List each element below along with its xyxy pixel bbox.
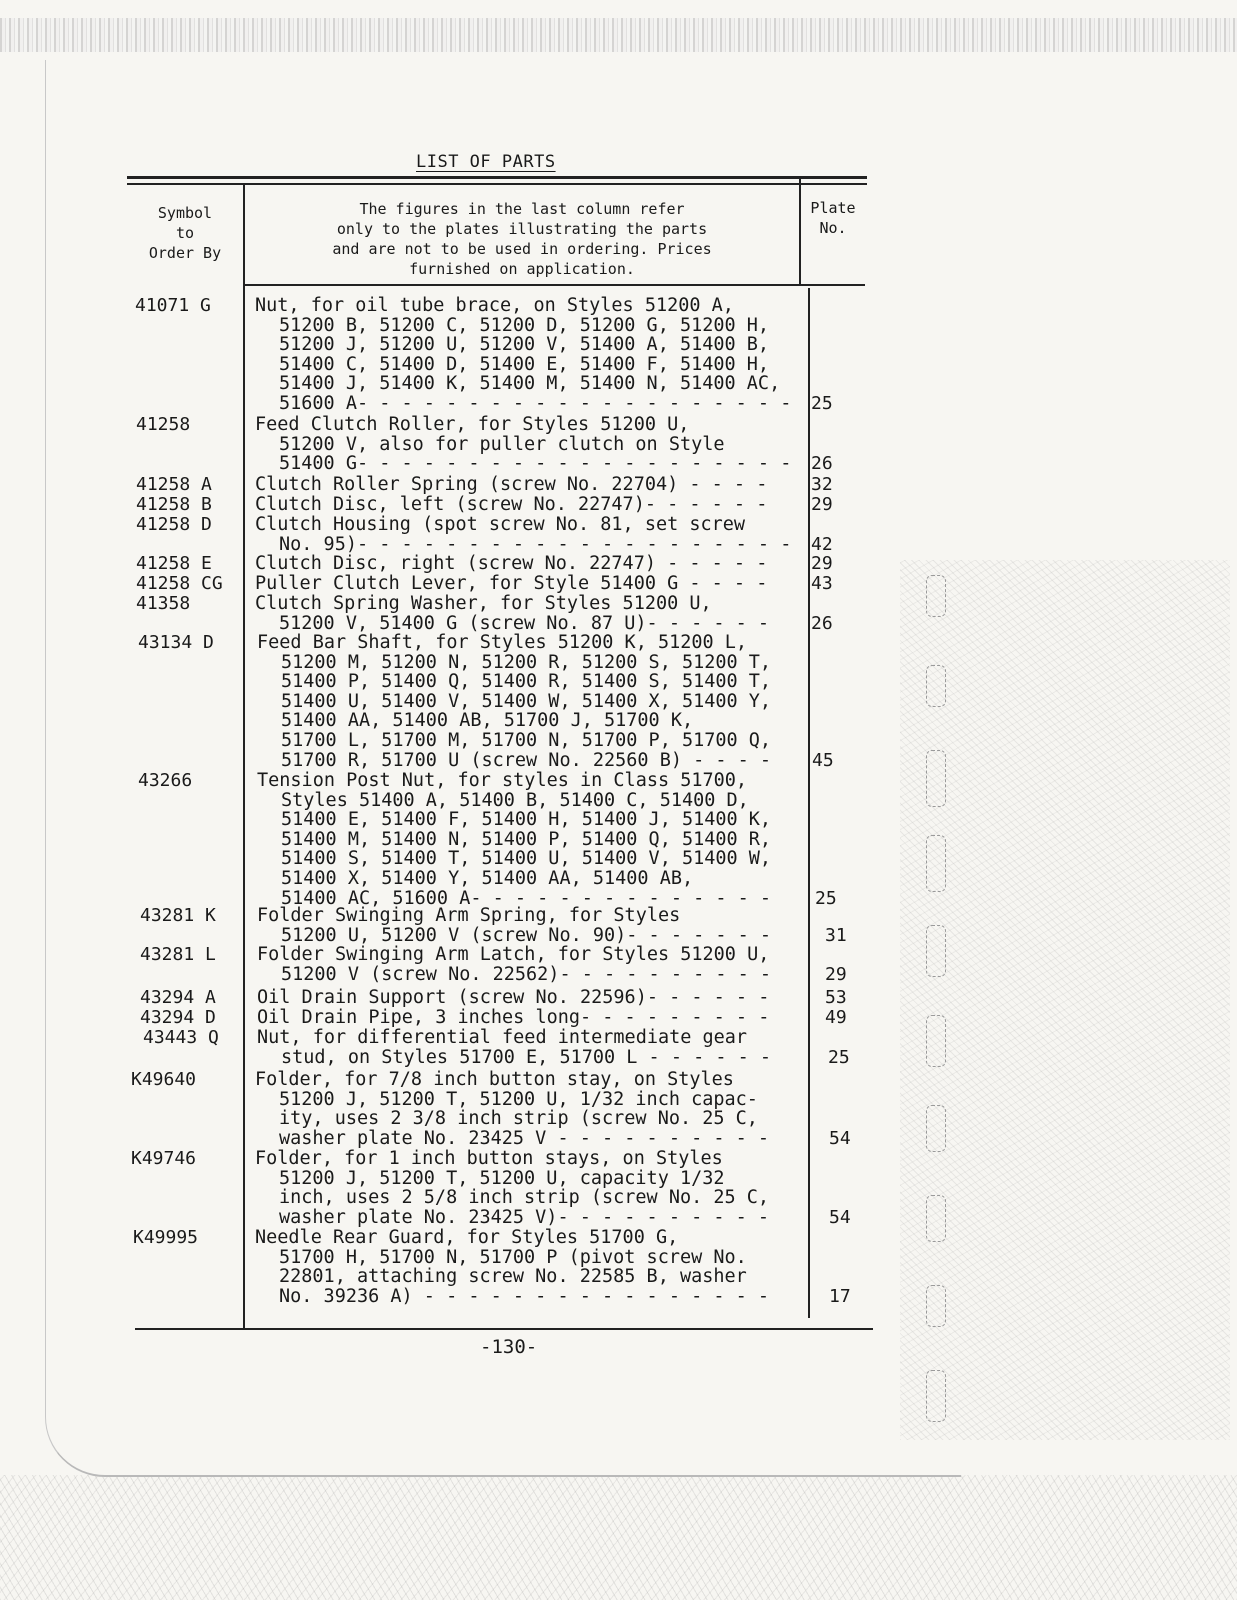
description-line: Clutch Disc, left (screw No. 22747)- - - - - - <box>255 495 768 515</box>
description-line: 51400 M, 51400 N, 51400 P, 51400 Q, 51400 R, <box>281 829 772 850</box>
description-line: Tension Post Nut, for styles in Class 51700, <box>257 771 748 791</box>
plate-number: 31 <box>825 925 847 946</box>
plate-number: 43 <box>811 573 833 594</box>
description-line: Oil Drain Support (screw No. 22596)- - - - - - <box>257 988 770 1008</box>
description-line: Nut, for oil tube brace, on Styles 51200 A, <box>255 296 734 316</box>
header-symbol-line: Symbol <box>157 204 213 222</box>
part-description <box>255 554 800 574</box>
description-line: No. 39236 A) - - - - - - - - - - - - - - - - <box>279 1286 770 1307</box>
part-symbol: 43294 A <box>140 987 216 1008</box>
description-line: 51200 B, 51200 C, 51200 D, 51200 G, 51200 H, <box>279 315 770 336</box>
plate-number: 26 <box>811 613 833 634</box>
column-divider-right-body <box>808 288 810 1318</box>
description-line: 51200 J, 51200 T, 51200 U, 1/32 inch capac- <box>279 1089 758 1110</box>
description-line: 51400 G- - - - - - - - - - - - - - - - - - - - <box>279 454 792 474</box>
part-description <box>255 1149 800 1227</box>
part-symbol: 43266 <box>138 770 193 791</box>
plate-number: 54 <box>829 1128 851 1149</box>
part-symbol: 41258 <box>136 414 191 435</box>
description-line: Oil Drain Pipe, 3 inches long- - - - - - - - - <box>257 1008 770 1028</box>
part-symbol: 41258 B <box>136 494 212 515</box>
description-line: washer plate No. 23425 V - - - - - - - - - - <box>279 1128 770 1149</box>
description-line: 51700 H, 51700 N, 51700 P (pivot screw No. <box>279 1247 747 1268</box>
plate-number: 25 <box>811 393 833 414</box>
description-line: 51200 J, 51200 U, 51200 V, 51400 A, 51400 B, <box>279 335 770 355</box>
scan-noise-bottom <box>0 1475 1237 1600</box>
scan-noise-top <box>0 18 1237 52</box>
plate-number: 29 <box>811 553 833 574</box>
description-line: 51400 X, 51400 Y, 51400 AA, 51400 AB, <box>281 868 694 889</box>
part-symbol: 43443 Q <box>143 1027 219 1048</box>
part-description <box>255 594 800 633</box>
description-line: 51200 V, also for puller clutch on Style <box>279 434 725 455</box>
part-symbol: 43281 K <box>140 905 216 926</box>
part-symbol: K49995 <box>133 1227 199 1248</box>
header-plate <box>801 198 865 238</box>
description-line: 51200 V, 51400 G (screw No. 87 U)- - - - - - <box>279 613 770 634</box>
plate-number: 42 <box>811 534 833 555</box>
description-line: 51700 L, 51700 M, 51700 N, 51700 P, 51700 Q, <box>281 730 772 751</box>
description-line: 51400 AC, 51600 A- - - - - - - - - - - - - - <box>281 888 772 909</box>
part-description <box>257 633 802 770</box>
description-line: Folder Swinging Arm Latch, for Styles 51200 U, <box>257 945 770 965</box>
description-line: 51400 C, 51400 D, 51400 E, 51400 F, 51400 H, <box>279 354 770 375</box>
description-line: Feed Clutch Roller, for Styles 51200 U, <box>255 415 690 435</box>
part-description <box>257 945 802 984</box>
binder-hole-mark <box>926 1105 946 1152</box>
binder-hole-mark <box>926 665 946 707</box>
header-rule-top-inner <box>127 183 867 185</box>
plate-number: 29 <box>825 964 847 985</box>
plate-number: 29 <box>811 494 833 515</box>
description-line: Folder, for 7/8 inch button stay, on Styles <box>255 1070 734 1090</box>
table-rule-bottom <box>135 1328 873 1330</box>
description-line: No. 95)- - - - - - - - - - - - - - - - - - - - <box>279 534 792 555</box>
part-description <box>257 771 802 908</box>
part-symbol: 41071 G <box>135 295 211 316</box>
description-line: 51200 M, 51200 N, 51200 R, 51200 S, 51200 T, <box>281 652 772 673</box>
description-line: inch, uses 2 5/8 inch strip (screw No. 25 C, <box>279 1188 770 1208</box>
binder-hole-mark <box>926 1370 946 1422</box>
part-description <box>257 906 802 945</box>
description-line: 51400 S, 51400 T, 51400 U, 51400 V, 51400 W, <box>281 849 772 869</box>
header-description-line: The figures in the last column refer <box>359 200 685 218</box>
part-symbol: 43294 D <box>140 1007 216 1028</box>
header-description-line: and are not to be used in ordering. Prices <box>332 240 712 258</box>
part-symbol: K49640 <box>131 1069 197 1090</box>
header-rule-top <box>127 176 867 179</box>
description-line: ity, uses 2 3/8 inch strip (screw No. 25 C, <box>279 1109 758 1129</box>
part-symbol: 41258 E <box>136 553 212 574</box>
part-symbol: 43281 L <box>140 944 216 965</box>
part-symbol: 41258 D <box>136 514 212 535</box>
binder-hole-mark <box>926 1195 946 1242</box>
description-line: 51400 J, 51400 K, 51400 M, 51400 N, 51400 AC, <box>279 374 781 394</box>
part-description <box>255 1070 800 1148</box>
description-line: Nut, for differential feed intermediate gear <box>257 1028 748 1048</box>
description-line: 22801, attaching screw No. 22585 B, washer <box>279 1267 747 1287</box>
plate-number: 26 <box>811 453 833 474</box>
description-line: 51400 AA, 51400 AB, 51700 J, 51700 K, <box>281 711 694 731</box>
header-description-line: only to the plates illustrating the parts <box>336 220 708 238</box>
part-symbol: 41258 CG <box>136 573 223 594</box>
header-plate-line: No. <box>819 219 847 237</box>
plate-number: 49 <box>825 1007 847 1028</box>
header-symbol-line: Order By <box>148 244 222 262</box>
description-line: Styles 51400 A, 51400 B, 51400 C, 51400 D, <box>281 790 749 811</box>
page-number: -130- <box>480 1336 538 1358</box>
plate-number: 54 <box>829 1207 851 1228</box>
description-line: Puller Clutch Lever, for Style 51400 G - - - - <box>255 574 768 594</box>
binder-hole-mark <box>926 575 946 617</box>
description-line: Clutch Spring Washer, for Styles 51200 U, <box>255 594 712 614</box>
part-description <box>255 415 800 474</box>
part-description <box>255 475 800 495</box>
plate-number: 25 <box>828 1047 850 1068</box>
description-line: 51200 U, 51200 V (screw No. 90)- - - - - - - <box>281 925 772 946</box>
plate-number: 25 <box>815 888 837 909</box>
plate-number: 45 <box>812 750 834 771</box>
description-line: stud, on Styles 51700 E, 51700 L - - - - - - <box>281 1047 772 1068</box>
part-description <box>255 296 800 414</box>
part-description <box>257 988 802 1008</box>
description-line: 51400 E, 51400 F, 51400 H, 51400 J, 51400 K, <box>281 810 772 830</box>
description-line: Clutch Roller Spring (screw No. 22704) - - - - <box>255 475 768 495</box>
part-description <box>257 1028 802 1067</box>
description-line: 51200 V (screw No. 22562)- - - - - - - - - - <box>281 964 772 985</box>
header-description <box>245 199 799 279</box>
description-line: washer plate No. 23425 V)- - - - - - - - - - <box>279 1207 770 1228</box>
page-title: LIST OF PARTS <box>416 152 556 172</box>
part-description <box>255 1228 800 1306</box>
part-description <box>255 495 800 515</box>
description-line: 51400 P, 51400 Q, 51400 R, 51400 S, 51400 T, <box>281 672 772 692</box>
description-line: Clutch Housing (spot screw No. 81, set screw <box>255 515 746 535</box>
binder-hole-mark <box>926 1015 946 1067</box>
part-symbol: 43134 D <box>138 632 214 653</box>
description-line: 51400 U, 51400 V, 51400 W, 51400 X, 51400 Y, <box>281 691 772 712</box>
header-rule-bottom <box>243 284 865 286</box>
part-description <box>255 574 800 594</box>
description-line: 51600 A- - - - - - - - - - - - - - - - - - - - <box>279 393 792 414</box>
description-line: Folder, for 1 inch button stays, on Styles <box>255 1149 723 1169</box>
binder-hole-mark <box>926 925 946 977</box>
plate-number: 53 <box>825 987 847 1008</box>
part-symbol: 41258 A <box>136 474 212 495</box>
part-symbol: 41358 <box>136 593 191 614</box>
binder-hole-mark <box>926 750 946 807</box>
part-symbol: K49746 <box>131 1148 197 1169</box>
header-description-line: furnished on application. <box>409 260 635 278</box>
description-line: 51200 J, 51200 T, 51200 U, capacity 1/32 <box>279 1168 725 1189</box>
description-line: Needle Rear Guard, for Styles 51700 G, <box>255 1228 679 1248</box>
header-plate-line: Plate <box>810 199 856 217</box>
header-symbol <box>127 203 243 263</box>
plate-number: 17 <box>829 1286 851 1307</box>
description-line: Clutch Disc, right (screw No. 22747) - - - - - <box>255 554 768 574</box>
plate-number: 32 <box>811 474 833 495</box>
description-line: 51700 R, 51700 U (screw No. 22560 B) - - - - <box>281 750 772 771</box>
header-symbol-line: to <box>175 224 195 242</box>
part-description <box>257 1008 802 1028</box>
description-line: Folder Swinging Arm Spring, for Styles <box>257 906 681 926</box>
part-description <box>255 515 800 554</box>
description-line: Feed Bar Shaft, for Styles 51200 K, 51200 L, <box>257 633 748 653</box>
binder-hole-mark <box>926 835 946 892</box>
binder-hole-mark <box>926 1285 946 1327</box>
